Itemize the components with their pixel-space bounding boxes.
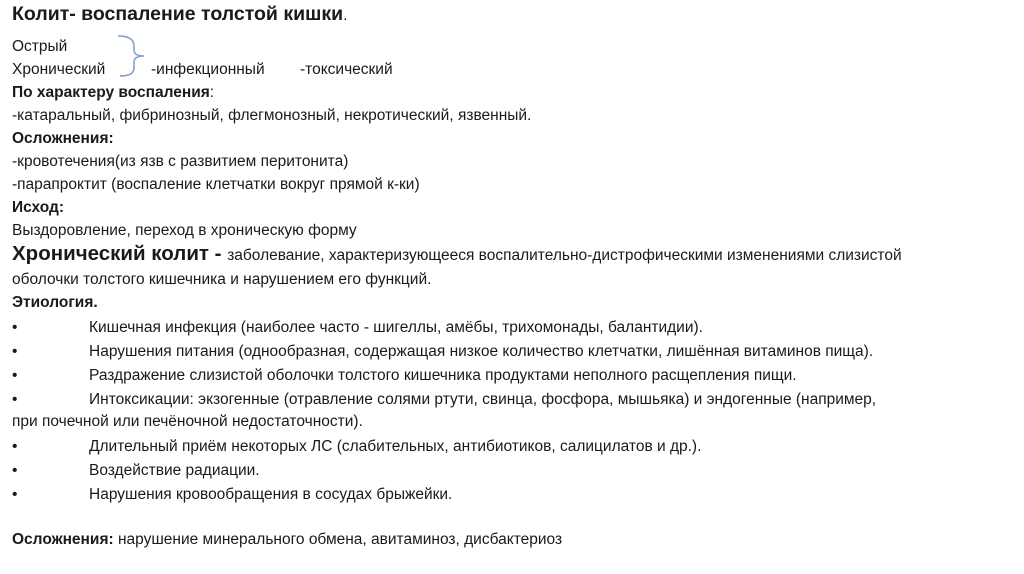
complication-bleeding: -кровотечения(из язв с развитием перитонита) (12, 153, 349, 170)
outcome-heading: Исход: (12, 199, 65, 216)
complications-2-text: нарушение минерального обмена, авитаминоз, дисбактериоз (113, 531, 563, 548)
etiology-item-7: Нарушения кровообращения в сосудах брыжейки. (89, 486, 453, 503)
bullet-2: • (12, 343, 18, 360)
character-heading: По характеру воспаления (12, 84, 210, 101)
brace-icon (116, 34, 156, 78)
complications-heading: Осложнения: (12, 130, 114, 147)
etiology-item-3: Раздражение слизистой оболочки толстого кишечника продуктами неполного расщепления пищи. (89, 367, 797, 384)
etiology-item-4-continuation: при почечной или печёночной недостаточности). (12, 413, 363, 430)
type-infectious: -инфекционный (151, 61, 265, 78)
etiology-item-6: Воздействие радиации. (89, 462, 260, 479)
bullet-3: • (12, 367, 18, 384)
complications-2-heading: Осложнения: (12, 531, 114, 548)
chronic-colitis-definition-2: оболочки толстого кишечника и нарушением его функций. (12, 271, 432, 288)
title-dot: . (343, 7, 348, 24)
chronic-colitis-term: Хронический колит - (12, 242, 228, 265)
chronic-colitis-definition-1: заболевание, характеризующееся воспалительно-дистрофическими изменениями слизистой (227, 247, 902, 264)
etiology-item-2: Нарушения питания (однообразная, содержащая низкое количество клетчатки, лишённая витаминов пища). (89, 343, 874, 360)
character-items: -катаральный, фибринозный, флегмонозный, некротический, язвенный. (12, 107, 532, 124)
type-acute: Острый (12, 38, 68, 55)
complications-2-line (12, 530, 562, 550)
type-toxic: -токсический (300, 61, 393, 78)
bullet-7: • (12, 486, 18, 503)
bullet-4: • (12, 391, 18, 408)
etiology-item-4: Интоксикации: экзогенные (отравление солями ртути, свинца, фосфора, мышьяка) и эндогенные (например, (89, 391, 877, 408)
bullet-1: • (12, 319, 18, 336)
etiology-heading: Этиология. (12, 294, 98, 311)
etiology-item-5: Длительный приём некоторых ЛС (слабительных, антибиотиков, салицилатов и др.). (89, 438, 702, 455)
outcome-text: Выздоровление, переход в хроническую форму (12, 222, 357, 239)
etiology-item-1: Кишечная инфекция (наиболее часто - шигеллы, амёбы, трихомонады, балантидии). (89, 319, 703, 336)
complication-paraproctitis: -парапроктит (воспаление клетчатки вокруг прямой к-ки) (12, 176, 420, 193)
title-text: Колит- воспаление толстой кишки (12, 3, 344, 25)
character-colon: : (209, 84, 215, 101)
bullet-5: • (12, 438, 18, 455)
chronic-colitis-line1 (12, 244, 902, 266)
slide-title (12, 4, 347, 26)
type-chronic: Хронический (12, 61, 106, 78)
character-heading-line (12, 83, 214, 103)
bullet-6: • (12, 462, 18, 479)
